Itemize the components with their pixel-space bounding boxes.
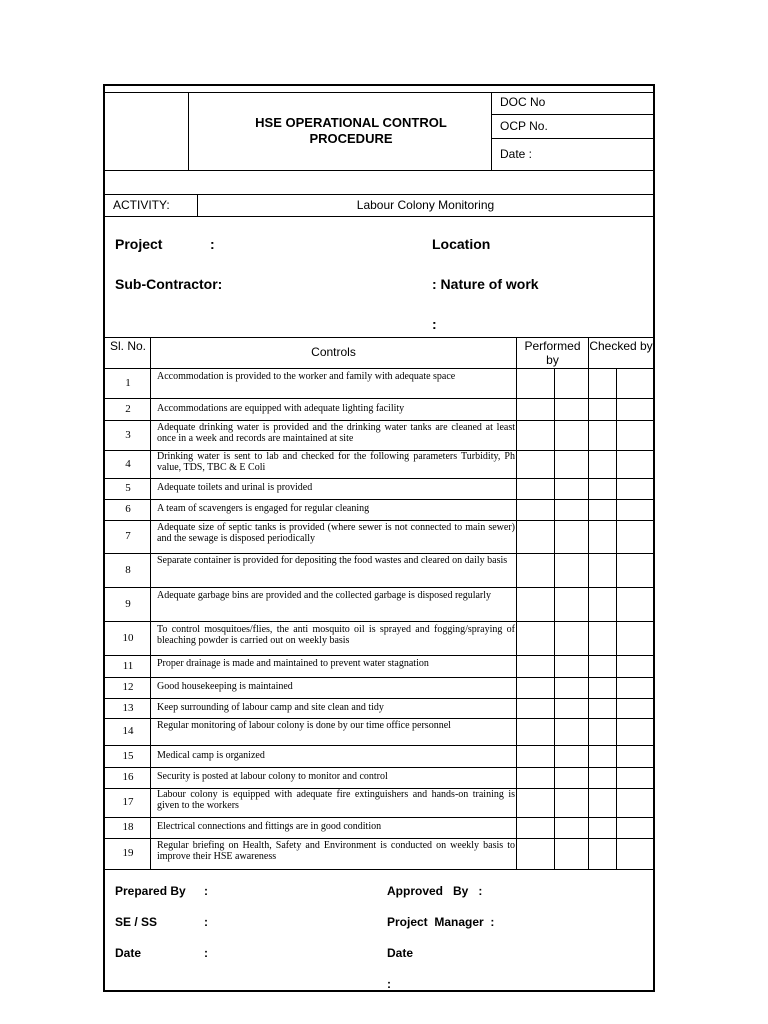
row-control-text: Security is posted at labour colony to monitor and control bbox=[157, 771, 388, 782]
row-sl-number: 6 bbox=[125, 503, 131, 515]
activity-label: ACTIVITY: bbox=[113, 198, 170, 212]
header-bottom-line bbox=[105, 170, 653, 171]
row-sl-number: 15 bbox=[122, 750, 134, 762]
row-sl-number: 13 bbox=[122, 702, 134, 714]
row-control-text: Medical camp is organized bbox=[157, 750, 265, 761]
row-sl-number: 17 bbox=[122, 796, 134, 808]
table-top-line bbox=[105, 337, 653, 338]
activity-value: Labour Colony Monitoring bbox=[356, 198, 495, 212]
row-sl-number: 12 bbox=[122, 681, 134, 693]
location-label: Location bbox=[432, 236, 491, 252]
activity-top-line bbox=[105, 194, 653, 195]
table-row-line bbox=[105, 478, 653, 479]
table-row-line bbox=[105, 587, 653, 588]
frame-bottom-border bbox=[103, 990, 655, 992]
row-control-text: Regular briefing on Health, Safety and Environment is conducted on weekly basis to improve their HSE awareness bbox=[157, 840, 515, 862]
date-left-label: Date bbox=[115, 946, 142, 960]
prepared-by-label: Prepared By bbox=[115, 884, 186, 898]
table-row-line bbox=[105, 745, 653, 746]
row-sl-number: 19 bbox=[122, 847, 134, 859]
col-subdivider-performed bbox=[554, 368, 555, 870]
date-label: Date : bbox=[500, 147, 533, 161]
footer-trailing-colon: : bbox=[387, 977, 391, 991]
row-control-text: Adequate toilets and urinal is provided bbox=[157, 482, 313, 493]
header-docno-line bbox=[491, 114, 653, 115]
project-manager-label: Project Manager : bbox=[387, 915, 495, 929]
row-control-text: To control mosquitoes/flies, the anti mosquito oil is sprayed and fogging/spraying of bleaching powder is carried out on weekly basis bbox=[157, 624, 515, 646]
row-sl-number: 7 bbox=[125, 530, 131, 542]
row-control-text: Separate container is provided for depositing the food wastes and cleared on daily basis bbox=[157, 555, 508, 566]
frame-top-border bbox=[103, 84, 655, 86]
row-sl-number: 14 bbox=[122, 725, 134, 737]
trailing-colon: : bbox=[432, 316, 437, 332]
row-sl-number: 18 bbox=[122, 821, 134, 833]
col-divider-controls bbox=[516, 337, 517, 870]
row-sl-number: 1 bbox=[125, 377, 131, 389]
date-right-label: Date bbox=[387, 946, 414, 960]
col-header-controls: Controls bbox=[311, 345, 356, 359]
subcontractor-label: Sub-Contractor: bbox=[115, 276, 223, 292]
ocp-no-label: OCP No. bbox=[500, 119, 548, 133]
row-sl-number: 4 bbox=[125, 458, 131, 470]
page-title: HSE OPERATIONAL CONTROL PROCEDURE bbox=[255, 115, 447, 146]
table-row-line bbox=[105, 698, 653, 699]
frame-left-border bbox=[103, 84, 105, 992]
row-control-text: Proper drainage is made and maintained to prevent water stagnation bbox=[157, 658, 429, 669]
row-control-text: Adequate drinking water is provided and the drinking water tanks are cleaned at least once in a week and records are maintained at site bbox=[157, 422, 515, 444]
row-control-text: Keep surrounding of labour camp and site clean and tidy bbox=[157, 702, 384, 713]
row-sl-number: 2 bbox=[125, 403, 131, 415]
project-colon: : bbox=[210, 236, 215, 252]
row-sl-number: 16 bbox=[122, 771, 134, 783]
table-row-line bbox=[105, 499, 653, 500]
date-left-colon: : bbox=[204, 946, 208, 960]
header-logo-divider bbox=[188, 92, 189, 170]
row-sl-number: 5 bbox=[125, 482, 131, 494]
table-row-line bbox=[105, 520, 653, 521]
prepared-by-colon: : bbox=[204, 884, 208, 898]
row-control-text: Good housekeeping is maintained bbox=[157, 681, 293, 692]
row-sl-number: 3 bbox=[125, 429, 131, 441]
row-sl-number: 11 bbox=[122, 660, 134, 672]
row-control-text: Regular monitoring of labour colony is done by our time office personnel bbox=[157, 720, 451, 731]
row-control-text: Adequate size of septic tanks is provided (where sewer is not connected to main sewer) and the sewage is disposed periodically bbox=[157, 522, 515, 544]
table-row-line bbox=[105, 553, 653, 554]
col-header-checked: Checked by bbox=[589, 339, 653, 353]
table-row-line bbox=[105, 655, 653, 656]
table-row-line bbox=[105, 398, 653, 399]
col-subdivider-checked bbox=[616, 368, 617, 870]
table-row-line bbox=[105, 767, 653, 768]
col-divider-sl bbox=[150, 337, 151, 870]
col-header-sl: Sl. No. bbox=[109, 339, 146, 353]
row-control-text: Electrical connections and fittings are in good condition bbox=[157, 821, 382, 832]
table-row-line bbox=[105, 838, 653, 839]
activity-bottom-line bbox=[105, 216, 653, 217]
row-control-text: A team of scavengers is engaged for regular cleaning bbox=[157, 503, 370, 514]
table-header-line bbox=[105, 368, 653, 369]
se-ss-label: SE / SS bbox=[115, 915, 158, 929]
row-control-text: Accommodations are equipped with adequate lighting facility bbox=[157, 403, 405, 414]
table-row-line bbox=[105, 420, 653, 421]
header-right-divider bbox=[491, 92, 492, 170]
table-row-line bbox=[105, 677, 653, 678]
row-control-text: Accommodation is provided to the worker and family with adequate space bbox=[157, 371, 456, 382]
row-control-text: Labour colony is equipped with adequate fire extinguishers and hands-on training is given to the workers bbox=[157, 789, 515, 811]
table-row-line bbox=[105, 718, 653, 719]
row-sl-number: 10 bbox=[122, 632, 134, 644]
table-row-line bbox=[105, 621, 653, 622]
approved-by-label: Approved By : bbox=[387, 884, 483, 898]
row-control-text: Adequate garbage bins are provided and the collected garbage is disposed regularly bbox=[157, 590, 492, 601]
nature-of-work-label: : Nature of work bbox=[432, 276, 539, 292]
se-ss-colon: : bbox=[204, 915, 208, 929]
frame-right-border bbox=[653, 84, 655, 992]
header-ocpno-line bbox=[491, 138, 653, 139]
table-bottom-line bbox=[105, 869, 653, 870]
col-header-performed: Performed by bbox=[524, 339, 581, 367]
table-row-line bbox=[105, 817, 653, 818]
col-divider-performed bbox=[588, 337, 589, 870]
row-control-text: Drinking water is sent to lab and checked for the following parameters Turbidity, Ph value, TDS, TBC & E Coli bbox=[157, 451, 515, 473]
row-sl-number: 8 bbox=[125, 564, 131, 576]
project-label: Project bbox=[115, 236, 163, 252]
row-sl-number: 9 bbox=[125, 598, 131, 610]
doc-no-label: DOC No bbox=[500, 95, 546, 109]
